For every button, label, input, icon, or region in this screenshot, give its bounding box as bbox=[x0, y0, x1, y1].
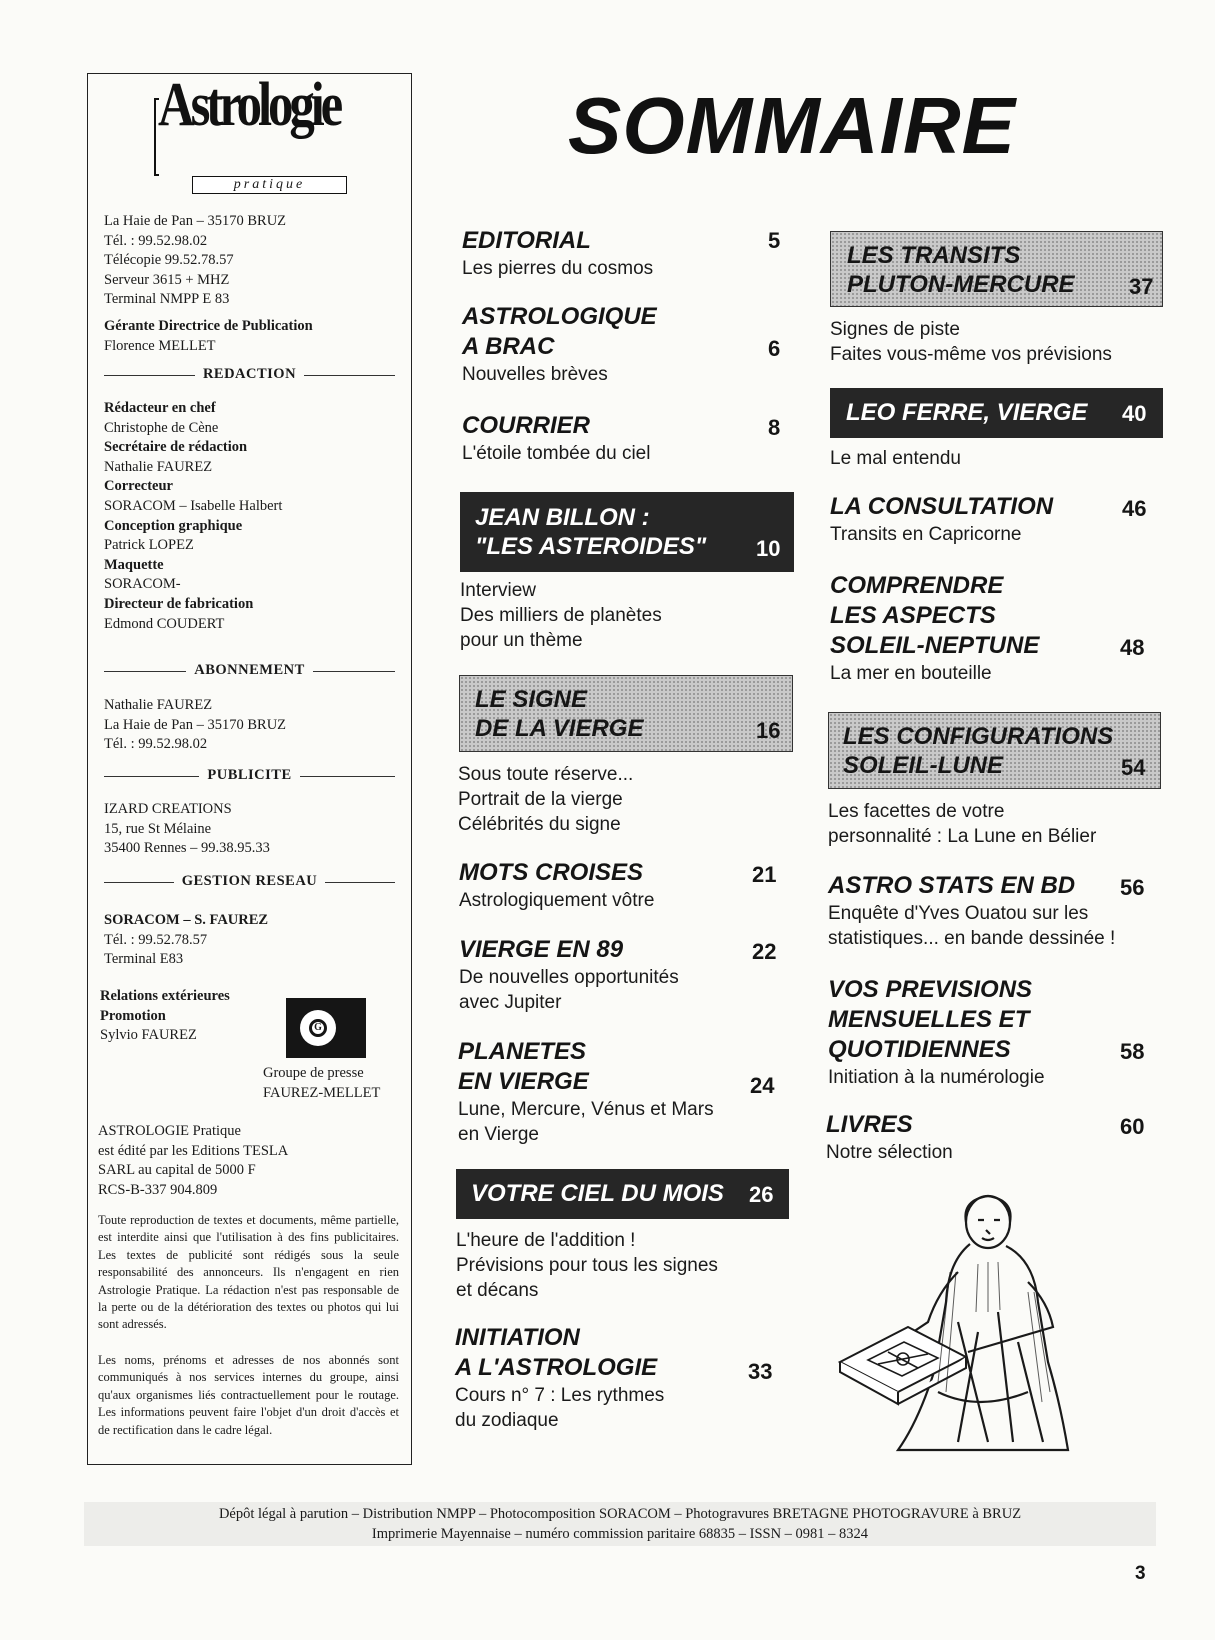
publicite-block: IZARD CREATIONS 15, rue St Mélaine 35400 Rennes – 99.38.95.33 bbox=[104, 801, 270, 857]
toc-desc-les-configurations: Les facettes de votre personnalité : La Lune en Bélier bbox=[828, 801, 1097, 847]
toc-entry-livres[interactable]: LIVRES 60 Notre sélection bbox=[826, 1111, 1145, 1163]
address-block: La Haie de Pan – 35170 BRUZ Tél. : 99.52.98.02 Télécopie 99.52.78.57 Serveur 3615 + MHZ Terminal NMPP E 83 bbox=[104, 213, 287, 308]
page-number: 3 bbox=[1135, 1563, 1146, 1584]
redaction-block: Rédacteur en chef Christophe de Cène Secrétaire de rédaction Nathalie FAUREZ Correcteur SORACOM – Isabelle Halbert Conception graphique Patrick LOPEZ Maquette SORACOM- Directeur de fabrication Edmond COUDERT bbox=[104, 400, 283, 632]
gestion-reseau-heading: GESTION RESEAU bbox=[104, 872, 395, 892]
groupe-presse-logo: G bbox=[286, 998, 366, 1058]
toc-desc-leo-ferre: Le mal entendu bbox=[830, 448, 961, 469]
toc-entry-courrier[interactable]: COURRIER 8 L'étoile tombée du ciel bbox=[462, 412, 781, 464]
abonnement-block: Nathalie FAUREZ La Haie de Pan – 35170 BRUZ Tél. : 99.52.98.02 bbox=[104, 697, 287, 753]
toc-desc-votre-ciel-du-mois: L'heure de l'addition ! Prévisions pour tous les signes et décans bbox=[456, 1230, 718, 1301]
toc-entry-comprendre-les-aspects[interactable]: COMPRENDRE LES ASPECTS SOLEIL-NEPTUNE 48 La mer en bouteille bbox=[830, 572, 1145, 684]
toc-desc-les-transits: Signes de piste Faites vous-même vos prévisions bbox=[830, 319, 1112, 365]
gestion-reseau-block: SORACOM – S. FAUREZ Tél. : 99.52.78.57 Terminal E83 bbox=[104, 912, 269, 968]
toc-desc-jean-billon: Interview Des milliers de planètes pour un thème bbox=[460, 580, 662, 651]
redaction-heading: REDACTION bbox=[104, 365, 395, 385]
toc-box-jean-billon[interactable]: JEAN BILLON : "LES ASTEROIDES" 10 bbox=[460, 492, 794, 572]
publicite-heading: PUBLICITE bbox=[104, 766, 395, 786]
toc-box-leo-ferre[interactable]: LEO FERRE, VIERGE 40 bbox=[830, 388, 1163, 438]
toc-entry-astro-stats-en-bd[interactable]: ASTRO STATS EN BD 56 Enquête d'Yves Ouatou sur les statistiques... en bande dessinée ! bbox=[828, 872, 1145, 949]
toc-entry-mots-croises[interactable]: MOTS CROISES 21 Astrologiquement vôtre bbox=[459, 859, 777, 911]
groupe-presse-block: Groupe de presse FAUREZ-MELLET bbox=[263, 1065, 381, 1101]
toc-entry-editorial[interactable]: EDITORIAL 5 Les pierres du cosmos bbox=[462, 227, 781, 279]
gerante-block: Gérante Directrice de Publication Florence MELLET bbox=[104, 318, 313, 354]
toc-entry-vierge-en-89[interactable]: VIERGE EN 89 22 De nouvelles opportunités avec Jupiter bbox=[459, 936, 777, 1013]
toc-entry-astrologique-a-brac[interactable]: ASTROLOGIQUE A BRAC 6 Nouvelles brèves bbox=[462, 303, 781, 385]
legal-notice-abonnes: Les noms, prénoms et adresses de nos abonnés sont communiqués à nos services internes du groupe, ainsi qu'aux organismes liés contractuellement pour le routage. Les informations peuvent faire l'objet d'un droit d'accès et de rectification dans le cadre légal. bbox=[98, 1353, 399, 1437]
edition-block: ASTROLOGIE Pratique est édité par les Editions TESLA SARL au capital de 5000 F RCS-B-337 904.809 bbox=[98, 1123, 289, 1198]
toc-box-les-configurations[interactable]: LES CONFIGURATIONS SOLEIL-LUNE 54 bbox=[828, 712, 1161, 789]
toc-box-le-signe-de-la-vierge[interactable]: LE SIGNE DE LA VIERGE 16 bbox=[459, 675, 793, 752]
footer-legal: Dépôt légal à parution – Distribution NMPP – Photocomposition SORACOM – Photogravures BRETAGNE PHOTOGRAVURE à BRUZ Imprimerie Mayennaise – numéro commission paritaire 68835 – ISSN – 0981 – 8324 bbox=[84, 1502, 1156, 1546]
toc-entry-vos-previsions[interactable]: VOS PREVISIONS MENSUELLES ET QUOTIDIENNES 58 Initiation à la numérologie bbox=[828, 976, 1145, 1088]
astrologie-logo: Astrologie pratique bbox=[154, 98, 347, 194]
woodcut-scholar-illustration bbox=[838, 1192, 1106, 1454]
toc-box-votre-ciel-du-mois[interactable]: VOTRE CIEL DU MOIS 26 bbox=[456, 1169, 789, 1219]
toc-box-les-transits[interactable]: LES TRANSITS PLUTON-MERCURE 37 bbox=[830, 231, 1163, 307]
toc-desc-le-signe-de-la-vierge: Sous toute réserve... Portrait de la vierge Célébrités du signe bbox=[458, 764, 634, 835]
toc-entry-la-consultation[interactable]: LA CONSULTATION 46 Transits en Capricorne bbox=[830, 493, 1147, 545]
masthead-box bbox=[87, 73, 412, 1465]
toc-entry-planetes-en-vierge[interactable]: PLANETES EN VIERGE 24 Lune, Mercure, Vénus et Mars en Vierge bbox=[458, 1038, 775, 1145]
abonnement-heading: ABONNEMENT bbox=[104, 661, 395, 681]
legal-notice-reproduction: Toute reproduction de textes et documents, même partielle, est interdite ainsi que l'utilisation à des fins publicitaires. Les textes de publicité sont rédigés sous la seule responsabilité des annonceurs. Ils n'engagent en rien Astrologie Pratique. La rédaction n'est pas responsable de la perte ou de la détérioration des textes ou photos qui lui sont adressés. bbox=[98, 1213, 399, 1332]
relations-block: Relations extérieures Promotion Sylvio FAUREZ bbox=[100, 988, 230, 1044]
toc-entry-initiation-a-l-astrologie[interactable]: INITIATION A L'ASTROLOGIE 33 Cours n° 7 : Les rythmes du zodiaque bbox=[455, 1324, 773, 1431]
page-title: SOMMAIRE bbox=[568, 81, 1016, 170]
